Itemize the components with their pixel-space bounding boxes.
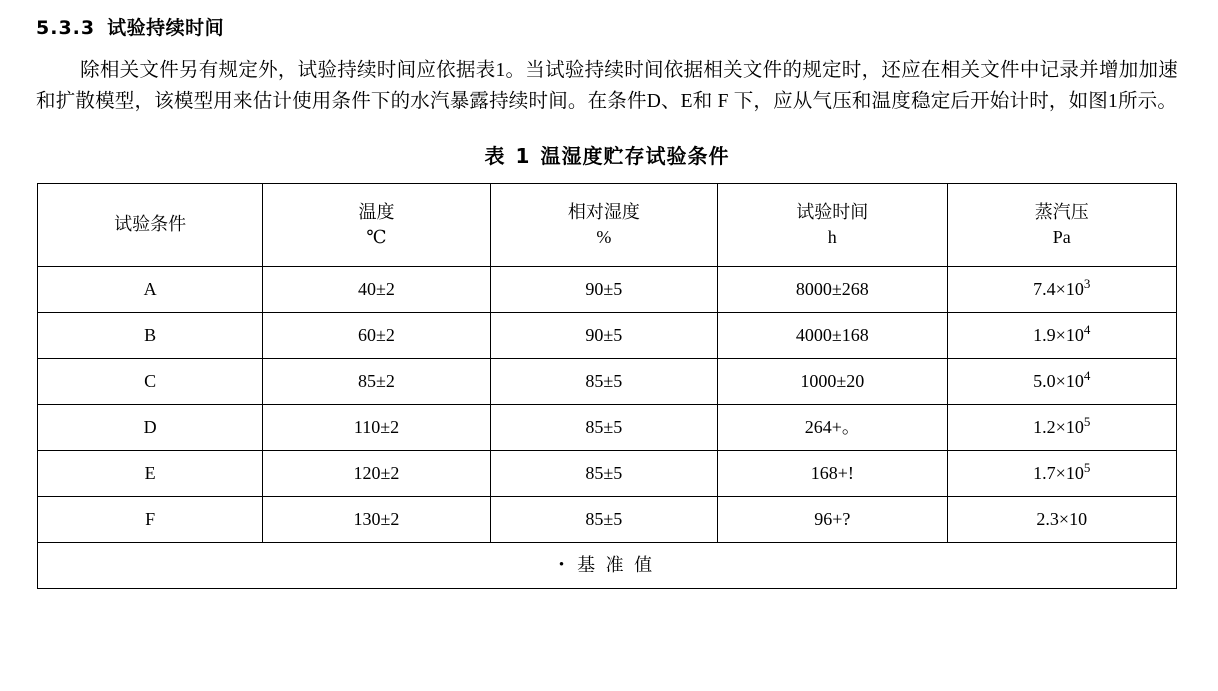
table-row xyxy=(38,450,1177,496)
cell-humidity: 85±5 xyxy=(490,450,717,496)
table-caption-label: 表 xyxy=(484,143,506,168)
footnote-bullet: • xyxy=(558,556,568,573)
cell-condition: B xyxy=(38,312,263,358)
body-paragraph xyxy=(36,55,1178,118)
section-number: 5.3.3 xyxy=(36,17,96,39)
cell-condition: C xyxy=(38,358,263,404)
cell-vapor xyxy=(947,450,1176,496)
table-row xyxy=(38,358,1177,404)
table-row xyxy=(38,312,1177,358)
header-name-temperature: 温度 xyxy=(358,201,395,222)
cell-vapor xyxy=(947,266,1176,312)
header-name-duration: 试验时间 xyxy=(796,201,869,222)
header-name-vapor: 蒸汽压 xyxy=(1034,201,1089,222)
vapor-exponent: 5 xyxy=(1083,459,1091,475)
cell-temperature: 130±2 xyxy=(263,496,490,542)
cell-humidity: 85±5 xyxy=(490,358,717,404)
cell-vapor xyxy=(947,312,1176,358)
cell-vapor xyxy=(947,404,1176,450)
cell-condition: D xyxy=(38,404,263,450)
vapor-exponent: 5 xyxy=(1083,413,1091,429)
header-cell-vapor xyxy=(947,183,1176,266)
cell-humidity: 90±5 xyxy=(490,312,717,358)
table-caption-title: 温湿度贮存试验条件 xyxy=(540,143,730,168)
header-cell-condition xyxy=(38,183,263,266)
vapor-exponent: 4 xyxy=(1083,321,1091,337)
header-unit-temperature: ℃ xyxy=(366,226,387,247)
vapor-base: 1.7×10 xyxy=(1033,462,1084,483)
cell-temperature: 60±2 xyxy=(263,312,490,358)
table-caption-number: 1 xyxy=(515,143,531,168)
paragraph-text: 除相关文件另有规定外，试验持续时间应依据表1。当试验持续时间依据相关文件的规定时，还应在相关文件中记录并增加加速和扩散模型，该模型用来估计使用条件下的水汽暴露持续时间。在条件D、E和 F 下，应从气压和温度稳定后开始计时，如图1所示。 xyxy=(36,59,1178,113)
cell-vapor xyxy=(947,496,1176,542)
header-unit-humidity: % xyxy=(596,226,612,247)
cell-humidity: 90±5 xyxy=(490,266,717,312)
vapor-base: 7.4×10 xyxy=(1033,278,1084,299)
table-row xyxy=(38,496,1177,542)
vapor-base: 5.0×10 xyxy=(1033,370,1084,391)
cell-vapor xyxy=(947,358,1176,404)
vapor-base: 1.9×10 xyxy=(1033,324,1084,345)
cell-temperature: 110±2 xyxy=(263,404,490,450)
header-name-humidity: 相对湿度 xyxy=(567,201,640,222)
cell-condition: F xyxy=(38,496,263,542)
header-cell-temperature xyxy=(263,183,490,266)
header-unit-duration: h xyxy=(827,226,837,247)
vapor-base: 1.2×10 xyxy=(1033,416,1084,437)
table-body xyxy=(38,266,1177,588)
cell-duration: 96+? xyxy=(718,496,947,542)
cell-duration: 168+! xyxy=(718,450,947,496)
cell-duration: 8000±268 xyxy=(718,266,947,312)
vapor-exponent: 4 xyxy=(1083,367,1091,383)
section-heading xyxy=(36,14,1178,43)
vapor-exponent: 3 xyxy=(1083,275,1091,291)
cell-humidity: 85±5 xyxy=(490,404,717,450)
table-footnote xyxy=(38,542,1177,588)
test-conditions-table xyxy=(37,183,1177,589)
vapor-base: 2.3×10 xyxy=(1036,508,1088,529)
cell-duration: 1000±20 xyxy=(718,358,947,404)
cell-temperature: 40±2 xyxy=(263,266,490,312)
cell-duration: 4000±168 xyxy=(718,312,947,358)
table-row xyxy=(38,266,1177,312)
header-unit-vapor: Pa xyxy=(1052,226,1071,247)
table-row xyxy=(38,404,1177,450)
header-cell-duration xyxy=(718,183,947,266)
cell-condition: A xyxy=(38,266,263,312)
cell-condition: E xyxy=(38,450,263,496)
header-name-condition: 试验条件 xyxy=(114,214,187,235)
table-header-row xyxy=(38,183,1177,266)
cell-temperature: 85±2 xyxy=(263,358,490,404)
table-caption xyxy=(36,140,1178,169)
table-footnote-row xyxy=(38,542,1177,588)
table-header xyxy=(38,183,1177,266)
cell-duration: 264+。 xyxy=(718,404,947,450)
cell-humidity: 85±5 xyxy=(490,496,717,542)
section-title: 试验持续时间 xyxy=(107,17,225,39)
cell-temperature: 120±2 xyxy=(263,450,490,496)
footnote-text: 基 准 值 xyxy=(577,554,656,575)
header-cell-humidity xyxy=(490,183,717,266)
